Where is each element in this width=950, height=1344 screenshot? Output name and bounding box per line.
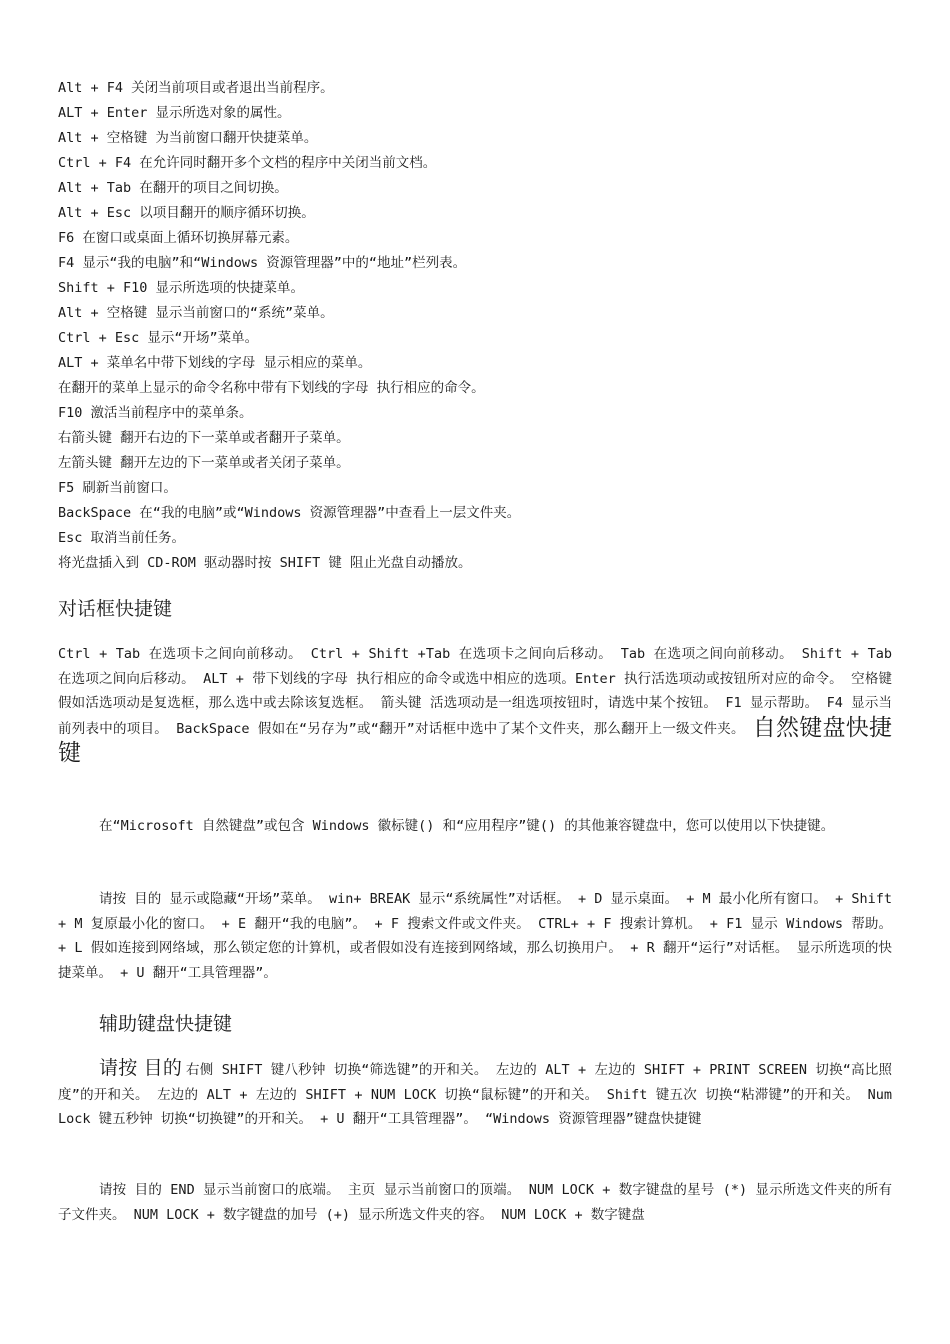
shortcut-line: 右箭头键 翻开右边的下一菜单或者翻开子菜单。 [58, 430, 350, 446]
shortcut-line: Alt + 空格键 为当前窗口翻开快捷菜单。 [58, 130, 318, 146]
shortcut-line: ALT + 菜单名中带下划线的字母 显示相应的菜单。 [58, 355, 372, 371]
assist-heading: 辅助键盘快捷键 [99, 1013, 233, 1035]
dialog-paragraph [58, 642, 892, 767]
shortcut-line: Ctrl + Esc 显示“开场”菜单。 [58, 330, 259, 346]
shortcut-list [58, 76, 898, 576]
shortcut-line: 在翻开的菜单上显示的命令名称中带有下划线的字母 执行相应的命令。 [58, 380, 485, 396]
shortcut-line: F5 刷新当前窗口。 [58, 480, 177, 496]
dialog-heading: 对话框快捷键 [58, 598, 173, 620]
shortcut-line: Alt + Esc 以项目翻开的顺序循环切换。 [58, 205, 315, 221]
shortcut-line: Alt + F4 关闭当前项目或者退出当前程序。 [58, 80, 334, 96]
shortcut-line: Esc 取消当前任务。 [58, 530, 186, 546]
shortcut-line: BackSpace 在“我的电脑”或“Windows 资源管理器”中查看上一层文件夹。 [58, 505, 521, 521]
shortcut-line: 将光盘插入到 CD-ROM 驱动器时按 SHIFT 键 阻止光盘自动播放。 [58, 555, 472, 571]
natural-intro: 在“Microsoft 自然键盘”或包含 Windows 徽标键() 和“应用程序”键() 的其他兼容键盘中，您可以使用以下快捷键。 [99, 818, 835, 834]
assist-paragraph [58, 1056, 892, 1132]
natural-paragraph: 请按 目的 显示或隐藏“开场”菜单。 win+ BREAK 显示“系统属性”对话框。 + D 显示桌面。 + M 最小化所有窗口。 + Shift + M 复原最小化的窗口。 + E 翻开“我的电脑”。 + F 搜索文件或文件夹。 CTRL+ + F 搜索计算机。 + F1 显示 Windows 帮助。 + L 假如连接到网络域，那么锁定您的计算机，或者假如没有连接到网络域，那么切换用户。 + R 翻开“运行”对话框。 显示所选项的快捷菜单。 + U 翻开“工具管理器”。 [58, 891, 892, 981]
shortcut-line: Alt + 空格键 显示当前窗口的“系统”菜单。 [58, 305, 334, 321]
shortcut-line: Shift + F10 显示所选项的快捷菜单。 [58, 280, 305, 296]
shortcut-line: 左箭头键 翻开左边的下一菜单或者关闭子菜单。 [58, 455, 350, 471]
assist-lead: 请按 目的 [99, 1057, 183, 1079]
shortcut-line: F4 显示“我的电脑”和“Windows 资源管理器”中的“地址”栏列表。 [58, 255, 467, 271]
shortcut-line: F10 激活当前程序中的菜单条。 [58, 405, 253, 421]
shortcut-line: Ctrl + F4 在允许同时翻开多个文档的程序中关闭当前文档。 [58, 155, 437, 171]
assist-text: 右侧 SHIFT 键八秒钟 切换“筛选键”的开和关。 左边的 ALT + 左边的 SHIFT + PRINT SCREEN 切换“高比照度”的开和关。 左边的 ALT + 左边的 SHIFT + NUM LOCK 切换“鼠标键”的开和关。 Shift 键五次 切换“粘滞键”的开和关。 Num Lock 键五秒钟 切换“切换键”的开和关。 + U 翻开“工具管理器”。 “Windows 资源管理器”键盘快捷键 [58, 1062, 892, 1127]
shortcut-line: F6 在窗口或桌面上循环切换屏幕元素。 [58, 230, 299, 246]
shortcut-line: ALT + Enter 显示所选对象的属性。 [58, 105, 291, 121]
shortcut-line: Alt + Tab 在翻开的项目之间切换。 [58, 180, 288, 196]
natural-heading: 自然键盘快捷键 [58, 714, 893, 766]
dialog-text: Ctrl + Tab 在选项卡之间向前移动。 Ctrl + Shift +Tab 在选项卡之间向后移动。 Tab 在选项之间向前移动。 Shift + Tab 在选项之间向后移动。 ALT + 带下划线的字母 执行相应的命令或选中相应的选项。Enter 执行活选项动或按钮所对应的命令。 空格键 假如活选项动是复选框，那么选中或去除该复选框。 箭头键 活选项动是一组选项按钮时，请选中某个按钮。 F1 显示帮助。 F4 显示当前列表中的项目。 BackSpace 假如在“另存为”或“翻开”对话框中选中了某个文件夹，那么翻开上一级文件夹。 [58, 646, 892, 737]
explorer-paragraph: 请按 目的 END 显示当前窗口的底端。 主页 显示当前窗口的顶端。 NUM LOCK + 数字键盘的星号 (*) 显示所选文件夹的所有子文件夹。 NUM LOCK + 数字键盘的加号 (+) 显示所选文件夹的容。 NUM LOCK + 数字键盘 [58, 1182, 892, 1223]
